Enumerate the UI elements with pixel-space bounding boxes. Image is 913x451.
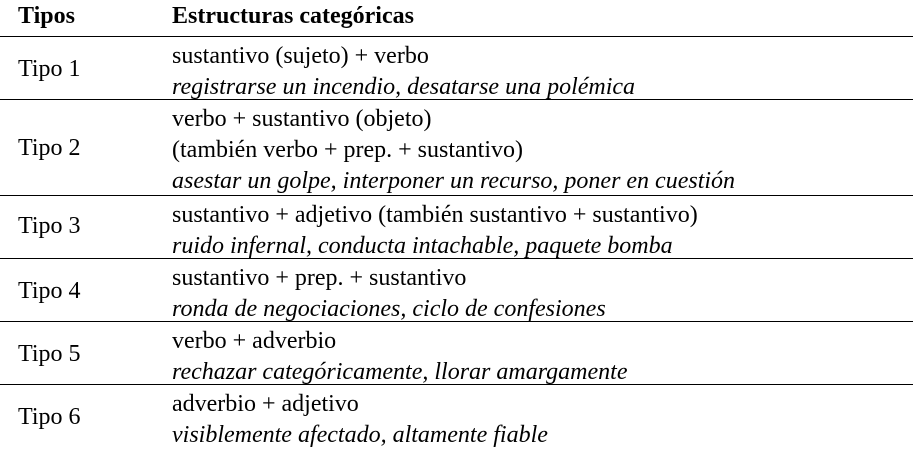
- structure-line: sustantivo + prep. + sustantivo: [172, 265, 467, 291]
- examples-line: asestar un golpe, interponer un recurso, poner en cuestión: [172, 168, 736, 194]
- table-row-tipo-5: [0, 322, 913, 385]
- structure-line: adverbio + adjetivo: [172, 391, 359, 417]
- tipo-label: Tipo 4: [18, 278, 81, 304]
- structure-line: verbo + sustantivo (objeto): [172, 106, 432, 132]
- table-row-tipo-1: [0, 37, 913, 100]
- row-content: [172, 104, 735, 197]
- examples-line: ruido infernal, conducta intachable, paquete bomba: [172, 233, 673, 259]
- structure-line: verbo + adverbio: [172, 328, 337, 354]
- structure-line: (también verbo + prep. + sustantivo): [172, 137, 523, 163]
- examples-line: visiblemente afectado, altamente fiable: [172, 422, 548, 448]
- examples-line: ronda de negociaciones, ciclo de confesiones: [172, 296, 606, 322]
- table-header: [0, 0, 913, 37]
- row-content: [172, 263, 606, 325]
- tipo-label: Tipo 3: [18, 213, 81, 239]
- table-row-tipo-3: [0, 196, 913, 259]
- row-content: [172, 200, 698, 262]
- tipo-label: Tipo 2: [18, 135, 81, 161]
- table-row-tipo-2: [0, 100, 913, 196]
- row-content: [172, 389, 548, 451]
- structure-line: sustantivo (sujeto) + verbo: [172, 43, 429, 69]
- row-content: [172, 326, 627, 388]
- tipo-label: Tipo 1: [18, 56, 81, 82]
- examples-line: rechazar categóricamente, llorar amargamente: [172, 359, 628, 385]
- header-estructuras: Estructuras categóricas: [172, 3, 414, 29]
- examples-line: registrarse un incendio, desatarse una polémica: [172, 74, 636, 100]
- table-row-tipo-4: [0, 259, 913, 322]
- structure-line: sustantivo + adjetivo (también sustantivo + sustantivo): [172, 202, 698, 228]
- tipo-label: Tipo 6: [18, 404, 81, 430]
- header-tipos: Tipos: [18, 3, 75, 29]
- tipo-label: Tipo 5: [18, 341, 81, 367]
- row-content: [172, 41, 635, 103]
- table-row-tipo-6: [0, 385, 913, 450]
